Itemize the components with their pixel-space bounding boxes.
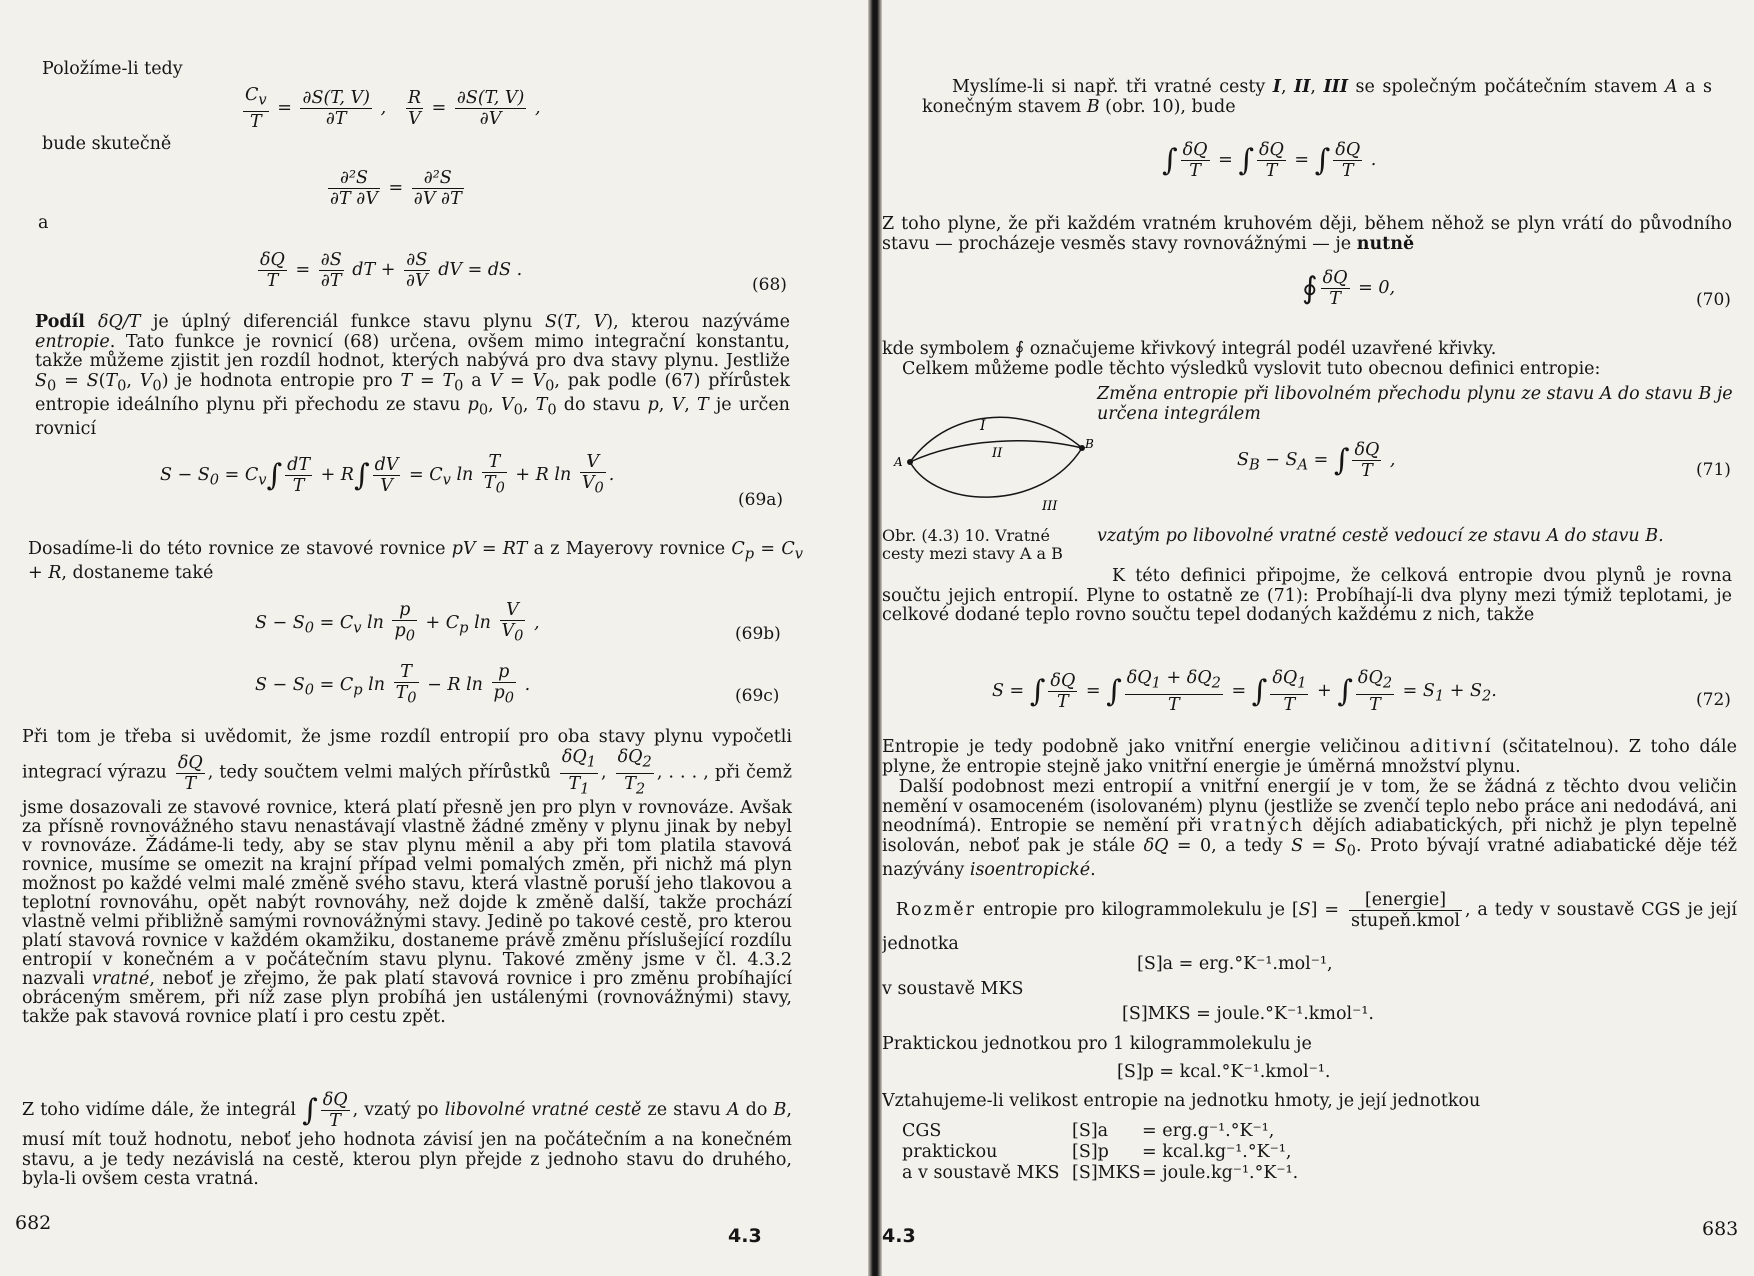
equation-number-71: (71): [1696, 460, 1731, 480]
equation-number-72: (72): [1696, 690, 1731, 710]
paragraph-three-paths: Myslíme-li si např. tři vratné cesty I, II, III se společným počátečním stavem A a s konečným stavem B (obr. 10), bude: [922, 77, 1712, 117]
paragraph-reversible: Při tom je třeba si uvědomit, že jsme rozdíl entropií pro oba stavy plynu vypočetli integrací výrazu $\frac{\delta Q}{T}$ , tedy součtem velmi malých přírůstků $\frac{\delta Q_1}{T_1}$ , $\frac{\delta Q_2}{T_2}$ , . . . , při čemž jsme dosazovali ze stavové rovnice, která platí přesně jen pro plyn v rovnováze. Avšak za přísně rovnovážného stavu nenastávají vlastně žádné změny v plynu jinak by nebyl v rovnováze. Žádáme-li tedy, aby se stav plynu měnil a aby při tom platila stavová rovnice, musíme se omezit na krajní případ velmi pomalých změn, při nichž má plyn možnost po každé velmi malé změně svého stavu, která vlastně poruší jeho tlakovou a teplotní rovnováhu, opět nabýt rovnováhy, než dojde k změně další, takže prochází vlastně velmi přibližně samými rovnovážnými stavy. Jedině po takové cestě, pro kterou platí stavová rovnice v každém okamžiku, dostaneme právě změnu příslušející rozdílu entropií v konečném a v počátečním stavu plynu. Takové změny jsme v čl. 4.3.2 nazvali vratné, neboť je zřejmo, že pak platí stavová rovnice i pro změnu probíhající obráceným směrem, při níž zase plyn probíhá jen ustálenými (rovnovážnými) stavy, takže pak stavová rovnice platí i pro cestu zpět.: [22, 727, 793, 1027]
equation-69a: $S - S_0 = C_v\int$ $\frac{dT}{T}$ + R∫ $\frac{dV}{V}$ = $C_v$ ln $\frac{T}{T_0}$ + R ln $\frac{V}{V_0}$ .: [160, 452, 615, 497]
unit-table-value: = joule.kg⁻¹.°K⁻¹.: [1142, 1163, 1299, 1183]
equation-number-69a: (69a): [738, 490, 784, 510]
label-I: I: [980, 418, 986, 434]
paragraph-path-independence: Z toho vidíme dále, že integrál ∫ $\frac{\delta Q}{T}$ , vzatý po libovolné vratné cestě ze stavu A do B, musí mít touž hodnotu, neboť jeho hodnota závisí jen na počátečním a na konečném stavu, a je tedy nezávislá na cestě, kterou plyn přejde z jednoho stavu do druhého, byla-li ovšem cesta vratná.: [22, 1090, 792, 1189]
page-number-left: 682: [15, 1212, 52, 1234]
paragraph-entropy-definition: Podíl δQ/T je úplný diferenciál funkce stavu plynu S(T, V), kterou nazýváme entropie. Tato funkce je rovnicí (68) určena, ovšem mimo integrační konstantu, takže můžeme zjistit jen rozdíl hodnot, kterých nabývá pro dva stavy plynu. Jestliže $S_0 = S(T_0$, $V_0$) je hodnota entropie pro $T = T_0$ a $V = V_0$, pak podle (67) přírůstek entropie ideálního plynu při přechodu ze stavu $p_0$, $V_0$, $T_0$ do stavu p, V, T je určen rovnicí: [35, 312, 790, 439]
unit-cgs-mol: [S]a = erg.°K⁻¹.mol⁻¹,: [1137, 954, 1333, 974]
unit-table-symbol: [S]a: [1072, 1121, 1109, 1141]
paragraph-per-mass: Vztahujeme-li velikost entropie na jednotku hmoty, je její jednotkou: [882, 1091, 1481, 1111]
label-II: II: [992, 446, 1003, 461]
label-III: III: [1042, 499, 1058, 514]
definition-text-continued: vzatým po libovolné vratné cestě vedoucí ze stavu A do stavu B.: [1097, 526, 1664, 546]
mks-label: v soustavě MKS: [882, 979, 1024, 999]
equation-number-70: (70): [1696, 290, 1731, 310]
paragraph-cycle: Z toho plyne, že při každém vratném kruhovém ději, během něhož se plyn vrátí do původního stavu — procházeje vesměs stavy rovnovážnými — je nutně: [882, 214, 1732, 254]
figure-caption: Obr. (4.3) 10. Vratné cesty mezi stavy A a B: [882, 526, 1063, 563]
reversible-paths-diagram: [892, 400, 1097, 520]
unit-practical-kmol: [S]p = kcal.°K⁻¹.kmol⁻¹.: [1117, 1062, 1331, 1082]
a-text: a: [38, 213, 49, 233]
equation-mixed-derivative: $\frac{\text{∂²S}}{\partial T \partial V}$ = $\frac{\text{∂²S}}{\partial V \partial T}$: [330, 168, 462, 209]
bude-text: bude skutečně: [42, 134, 172, 154]
equation-69c: $S - S_0 = C_p$ ln $\frac{T}{T_0}$ − R ln $\frac{p}{p_0}$ .: [255, 662, 531, 707]
paragraph-closed-curve: kde symbolem ∮ označujeme křivkový integrál podél uzavřené křivky.: [882, 339, 1497, 359]
paragraph-additivity: K této definici připojme, že celková entropie dvou plynů je rovna součtu jejich entropií. Plyne to ostatně ze (71): Probíhají-li dva plyny mezi týmiž teplotami, je celkové dodané teplo rovno součtu tepel dodaných každému z nich, takže: [882, 566, 1732, 625]
paragraph-mayer: Dosadíme-li do této rovnice ze stavové rovnice pV = RT a z Mayerovy rovnice $C_p = C_v + R$, dostaneme také: [28, 539, 803, 583]
equation-path-equality: ∫ $\frac{\delta Q}{T}$ = ∫ $\frac{\delta Q}{T}$ = ∫ $\frac{\delta Q}{T}$ .: [1162, 140, 1377, 181]
paragraph-dimension: Rozměr entropie pro kilogrammolekulu je [S] = $\frac{\text{[energie]}}{\text{stupeň.kmol}}$ , a tedy v soustavě CGS je její jednotka: [882, 890, 1737, 954]
equation-68: $\frac{\delta Q}{T}$ = $\frac{\partial S}{\partial T}$ dT + $\frac{\partial S}{\partial V}$ dV = dS .: [260, 250, 523, 291]
unit-table-label: a v soustavě MKS: [902, 1163, 1060, 1183]
point-A: [907, 459, 913, 465]
page-number-right: 683: [1702, 1218, 1739, 1240]
label-B: B: [1085, 437, 1094, 451]
right-page: [882, 0, 1754, 1276]
section-marker-left: 4.3: [728, 1225, 762, 1247]
intro-text: Položíme-li tedy: [42, 59, 183, 79]
paragraph-general-definition: Celkem můžeme podle těchto výsledků vyslovit tuto obecnou definici entropie:: [902, 359, 1601, 379]
paragraph-additive: Entropie je tedy podobně jako vnitřní energie veličinou aditivní (sčitatelnou). Z toho dále plyne, že entropie stejně jako vnitřní energie je úměrná množství plynu.: [882, 737, 1737, 777]
equation-number-69b: (69b): [735, 624, 781, 644]
unit-table-symbol: [S]MKS: [1072, 1163, 1141, 1183]
unit-table-value: = erg.g⁻¹.°K⁻¹,: [1142, 1121, 1275, 1141]
section-marker-right: 4.3: [882, 1225, 916, 1247]
equation-71: $S_B - S_A$ = ∫ $\frac{\delta Q}{T}$ ,: [1237, 440, 1396, 481]
unit-table-value: = kcal.kg⁻¹.°K⁻¹,: [1142, 1142, 1292, 1162]
left-page: [0, 0, 868, 1276]
equation-number-69c: (69c): [735, 686, 780, 706]
paragraph-practical: Praktickou jednotkou pro 1 kilogrammolekulu je: [882, 1034, 1312, 1054]
equation-72: S = ∫ $\frac{\delta Q}{T}$ = ∫ $\frac{\delta Q_1 + \delta Q_2}{T}$ = ∫ $\frac{\delta Q_1}{T}$ + ∫ $\frac{\delta Q_2}{T}$ = $S_1 + S_2$.: [992, 668, 1497, 715]
equation-70: ∮ $\frac{\delta Q}{T}$ = 0,: [1302, 268, 1396, 309]
paragraph-isolated: Další podobnost mezi entropií a vnitřní energií je v tom, že se žádná z těchto dvou veličin nemění v osamoceném (isolovaném) plynu (jestliže se zvenčí teplo nebo práce ani nedodává, ani neodnímá). Entropie se nemění při vratných dějích adiabatických, při nichž je plyn tepelně isolován, neboť pak je stále δQ = 0, a tedy $S = S_0$. Proto bývají vratné adiabatické děje též nazývány isoentropické.: [882, 777, 1737, 880]
definition-text: Změna entropie při libovolném přechodu plynu ze stavu A do stavu B je určena integrálem: [1097, 384, 1733, 424]
label-A: A: [894, 455, 903, 469]
equation-number-68: (68): [752, 275, 787, 295]
book-gutter: [868, 0, 882, 1276]
unit-mks-kmol: [S]MKS = joule.°K⁻¹.kmol⁻¹.: [1122, 1004, 1374, 1024]
unit-table-label: praktickou: [902, 1142, 998, 1162]
equation-69b: $S - S_0 = C_v$ ln $\frac{p}{p_0}$ + $C_p$ ln $\frac{V}{V_0}$ ,: [255, 600, 540, 645]
equation-definition: $\frac{C_v}{T}$ = $\frac{\partial S(T, V)}{\partial T}$ , $\frac{R}{V}$ = $\frac{\partial S(T, V)}{\partial V}$ ,: [245, 85, 541, 132]
unit-table-symbol: [S]p: [1072, 1142, 1109, 1162]
unit-table-label: CGS: [902, 1121, 942, 1141]
